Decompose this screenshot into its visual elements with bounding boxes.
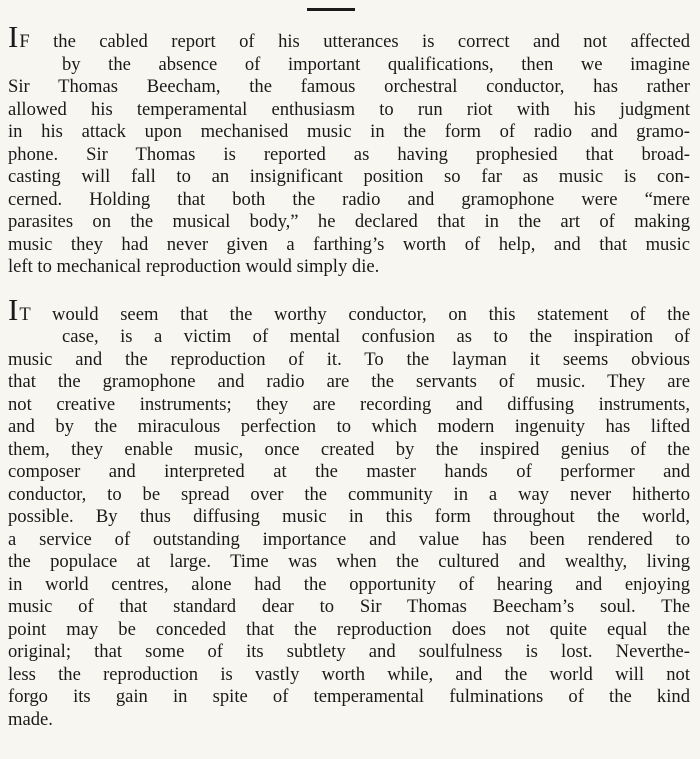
paragraph-2-line-14: music of that standard dear to Sir Thomas Beecham’s soul. The xyxy=(8,596,690,617)
paragraph-1-line-2: by the absence of important qualifications, then we imagine xyxy=(62,53,690,75)
paragraph-1-line-3: Sir Thomas Beecham, the famous orchestral conductor, has rather xyxy=(8,76,690,97)
paragraph-2-line-10: possible. By thus diffusing music in this form throughout the world, xyxy=(8,506,690,527)
paragraph-2-initial: I xyxy=(8,291,20,327)
paragraph-2-line-4: that the gramophone and radio are the servants of music. They are xyxy=(8,371,690,392)
paragraph-1 xyxy=(8,19,690,279)
paragraph-2-line-9: conductor, to be spread over the community in a way never hitherto xyxy=(8,483,690,505)
paragraph-2-line-12: the populace at large. Time was when the cultured and wealthy, living xyxy=(8,551,690,572)
paragraph-1-line-10: music they had never given a farthing’s worth of help, and that music xyxy=(8,233,690,255)
paragraph-1-line-6: phone. Sir Thomas is reported as having prophesied that broad- xyxy=(8,143,690,165)
paragraph-2-line-15: point may be conceded that the reproduction does not quite equal the xyxy=(8,618,690,640)
paragraph-2-line-11: a service of outstanding importance and value has been rendered to xyxy=(8,528,690,550)
paragraph-2-line-17: less the reproduction is vastly worth while, and the world will not xyxy=(8,663,690,685)
paragraph-2-line-2: case, is a victim of mental confusion as to the inspiration of xyxy=(62,326,690,347)
paragraph-1-initial: I xyxy=(8,19,20,54)
paragraph-1-line-1-text: F the cabled report of his utterances is correct and not affected xyxy=(19,31,690,52)
paragraph-2-line-19: made. xyxy=(8,708,53,730)
paragraph-1-line-1 xyxy=(8,19,690,54)
paragraph-2-line-6: and by the miraculous perfection to which modern ingenuity has lifted xyxy=(8,416,690,437)
paragraph-1-line-5: in his attack upon mechanised music in the form of radio and gramo- xyxy=(8,121,690,142)
paragraph-2-line-3: music and the reproduction of it. To the layman it seems obvious xyxy=(8,348,690,370)
paragraph-2-line-13: in world centres, alone had the opportunity of hearing and enjoying xyxy=(8,573,690,595)
article-body xyxy=(8,19,690,731)
paragraph-2-line-8: composer and interpreted at the master hands of performer and xyxy=(8,461,690,482)
paragraph-2-line-1 xyxy=(8,291,690,327)
paragraph-1-line-7: casting will fall to an insignificant position so far as music is con- xyxy=(8,166,690,187)
paragraph-2 xyxy=(8,291,690,732)
paragraph-1-line-11: left to mechanical reproduction would simply die. xyxy=(8,256,380,277)
paragraph-2-line-1-text: T would seem that the worthy conductor, on this statement of the xyxy=(19,303,690,325)
paragraph-2-line-18: forgo its gain in spite of temperamental fulminations of the kind xyxy=(8,686,690,707)
paragraph-1-line-9: parasites on the musical body,” he declared that in the art of making xyxy=(8,211,690,232)
paragraph-1-line-4: allowed his temperamental enthusiasm to run riot with his judgment xyxy=(8,98,690,120)
paragraph-2-line-7: them, they enable music, once created by the inspired genius of the xyxy=(8,438,690,460)
paragraph-2-line-16: original; that some of its subtlety and soulfulness is lost. Neverthe- xyxy=(8,641,690,662)
top-rule xyxy=(307,8,355,11)
paragraph-1-line-8: cerned. Holding that both the radio and gramophone were “mere xyxy=(8,188,690,210)
paragraph-2-line-5: not creative instruments; they are recording and diffusing instruments, xyxy=(8,393,690,415)
